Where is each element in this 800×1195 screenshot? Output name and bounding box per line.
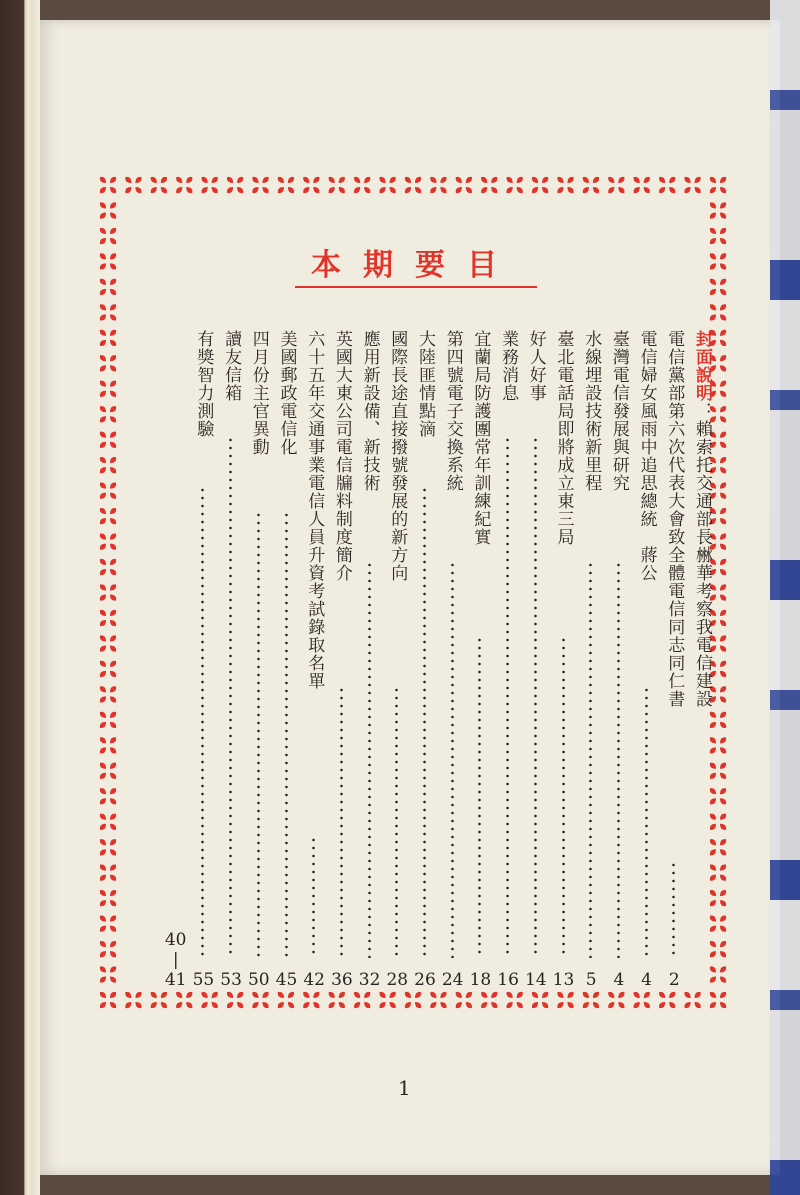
toc-entry[interactable] <box>552 330 576 990</box>
border-motif <box>100 355 116 371</box>
table-of-contents <box>145 330 712 990</box>
border-motif <box>278 992 294 1008</box>
border-motif <box>379 992 395 1008</box>
border-motif <box>100 686 116 702</box>
border-motif <box>710 202 726 218</box>
toc-entry-text: 國際長途直接撥號發展的新方向 <box>387 330 408 582</box>
border-motif <box>100 279 116 295</box>
toc-page-number: 2 <box>668 970 680 990</box>
border-motif <box>100 788 116 804</box>
border-motif <box>507 177 523 193</box>
border-motif <box>252 177 268 193</box>
toc-entry-text: ：賴索托交通部長㴇華考察我電信建設 <box>692 402 712 708</box>
border-motif <box>100 635 116 651</box>
border-motif <box>100 941 116 957</box>
border-motif <box>481 177 497 193</box>
toc-leader-dots <box>229 436 232 958</box>
toc-entry-title <box>690 330 714 708</box>
border-motif <box>125 177 141 193</box>
toc-page-number: 14 <box>524 970 547 990</box>
border-motif <box>430 992 446 1008</box>
toc-leader-dots <box>506 436 509 958</box>
toc-entry[interactable] <box>524 330 548 990</box>
border-motif <box>684 992 700 1008</box>
toc-leader-dots <box>534 436 537 958</box>
toc-page-number: 55 <box>192 970 215 990</box>
toc-entry-title <box>579 330 603 492</box>
toc-entry-text: 電信黨部第六次代表大會致全體電信同志同仁書 <box>664 330 685 708</box>
border-motif <box>710 992 726 1008</box>
toc-leader-dots <box>312 836 315 958</box>
adjacent-page-strip <box>770 0 800 1195</box>
border-motif <box>100 712 116 728</box>
border-motif <box>710 279 726 295</box>
border-motif <box>100 915 116 931</box>
border-motif <box>100 814 116 830</box>
border-motif <box>659 177 675 193</box>
border-motif <box>456 992 472 1008</box>
toc-entry-title <box>524 330 548 402</box>
border-motif <box>100 228 116 244</box>
toc-entry[interactable] <box>635 330 659 990</box>
toc-entry[interactable] <box>441 330 465 990</box>
border-motif <box>583 177 599 193</box>
toc-entry-text: 第四號電子交換系統 <box>442 330 463 492</box>
border-motif <box>710 253 726 269</box>
border-motif <box>100 508 116 524</box>
toc-leader-dots <box>201 486 204 958</box>
toc-leader-dots <box>395 686 398 958</box>
toc-page-number: 45 <box>275 970 298 990</box>
border-motif <box>532 177 548 193</box>
border-motif <box>100 584 116 600</box>
border-motif <box>481 992 497 1008</box>
border-motif <box>176 992 192 1008</box>
toc-page-range <box>158 930 194 990</box>
toc-leader-dots <box>589 561 592 958</box>
toc-entry-title <box>302 330 326 690</box>
toc-entry-title <box>219 330 243 402</box>
border-motif <box>329 992 345 1008</box>
border-motif <box>354 992 370 1008</box>
border-motif <box>608 177 624 193</box>
toc-entry-title <box>330 330 354 582</box>
toc-leader-dots <box>340 686 343 958</box>
toc-entry-title <box>496 330 520 402</box>
border-motif <box>583 992 599 1008</box>
border-motif <box>202 992 218 1008</box>
border-motif <box>100 533 116 549</box>
border-motif <box>100 304 116 320</box>
toc-leader-dots <box>451 561 454 958</box>
toc-page-number: 16 <box>497 970 519 990</box>
toc-page-number: 13 <box>552 970 575 990</box>
toc-entry-text: 臺灣電信發展與研究 <box>608 330 629 492</box>
toc-entry-title <box>441 330 465 492</box>
page-number: 1 <box>398 1076 411 1100</box>
toc-entry[interactable] <box>579 330 603 990</box>
border-motif <box>125 992 141 1008</box>
border-motif <box>557 992 573 1008</box>
border-motif <box>176 177 192 193</box>
border-motif <box>100 253 116 269</box>
toc-page-number: 40 <box>164 930 187 950</box>
toc-leader-dots <box>478 636 481 958</box>
toc-leader-dots <box>617 561 620 958</box>
toc-entry[interactable] <box>385 330 409 990</box>
border-motif <box>379 177 395 193</box>
toc-page-number: 4 <box>641 970 652 990</box>
border-motif <box>100 661 116 677</box>
toc-entry-text: 業務消息 <box>498 330 519 402</box>
border-motif <box>100 610 116 626</box>
border-motif <box>303 177 319 193</box>
toc-entry-text: 讀友信箱 <box>221 330 242 402</box>
toc-entry-title <box>662 330 686 708</box>
border-motif <box>202 177 218 193</box>
border-motif <box>354 177 370 193</box>
border-motif <box>100 381 116 397</box>
toc-leader-dots <box>257 511 260 958</box>
border-motif <box>100 966 116 982</box>
toc-entry-title <box>191 330 215 438</box>
toc-page-number: 50 <box>247 970 270 990</box>
border-motif <box>532 992 548 1008</box>
border-motif <box>100 177 116 193</box>
toc-leader-dots <box>285 511 288 958</box>
toc-entry-title <box>552 330 576 546</box>
toc-leader-dots <box>562 636 565 958</box>
toc-entry-text: 大陸匪情點滴 <box>415 330 435 438</box>
border-motif <box>100 483 116 499</box>
border-motif <box>151 992 167 1008</box>
toc-entry[interactable] <box>164 330 188 990</box>
border-motif <box>329 177 345 193</box>
toc-entry-text: 應用新設備、新技術 <box>359 330 380 492</box>
toc-entry-text: 六十五年交通事業電信人員升資考試錄取名單 <box>304 330 325 690</box>
border-motif <box>151 177 167 193</box>
toc-entry[interactable] <box>413 330 437 990</box>
toc-entry[interactable] <box>219 330 243 990</box>
toc-page-number: 5 <box>585 970 597 990</box>
border-motif <box>608 992 624 1008</box>
toc-entry-text: 好人好事 <box>525 330 546 402</box>
page-title: 本期要目 <box>311 248 519 283</box>
border-motif <box>100 839 116 855</box>
border-motif <box>634 177 650 193</box>
toc-page-number: 28 <box>386 970 409 990</box>
toc-page-number: 41 <box>164 970 187 990</box>
toc-page-number: 18 <box>469 970 492 990</box>
toc-page-number: | <box>172 950 179 970</box>
border-motif <box>303 992 319 1008</box>
toc-entry[interactable] <box>496 330 520 990</box>
border-motif <box>100 763 116 779</box>
toc-entry-text: 英國大東公司電信牖料制度簡介 <box>331 330 352 582</box>
toc-entry-text: 四月份主官異動 <box>248 330 269 456</box>
toc-entry-title <box>358 330 382 492</box>
toc-entry-title <box>413 330 437 438</box>
toc-entry-title <box>635 330 659 582</box>
toc-entry-text: 美國郵政電信化 <box>276 330 297 456</box>
toc-page-number: 24 <box>441 970 464 990</box>
border-motif <box>557 177 573 193</box>
toc-entry[interactable] <box>358 330 382 990</box>
border-motif <box>100 457 116 473</box>
border-motif <box>634 992 650 1008</box>
border-motif <box>100 330 116 346</box>
toc-entry-text: 臺北電話局即將成立東三局 <box>553 330 574 546</box>
border-motif <box>227 992 243 1008</box>
toc-entry[interactable] <box>607 330 631 990</box>
border-motif <box>100 865 116 881</box>
border-motif <box>710 228 726 244</box>
border-motif <box>710 177 726 193</box>
toc-entry[interactable] <box>690 330 714 990</box>
border-motif <box>100 432 116 448</box>
toc-entry[interactable] <box>662 330 686 990</box>
toc-page-number: 26 <box>414 970 436 990</box>
border-motif <box>507 992 523 1008</box>
border-motif <box>100 737 116 753</box>
border-motif <box>100 406 116 422</box>
toc-entry[interactable] <box>247 330 271 990</box>
toc-entry-text: 宜蘭局防護團常年訓練紀實 <box>470 330 491 546</box>
border-motif <box>252 992 268 1008</box>
toc-entry-title <box>385 330 409 582</box>
border-motif <box>278 177 294 193</box>
toc-entry-title <box>247 330 271 456</box>
border-motif <box>100 202 116 218</box>
toc-entry[interactable] <box>468 330 492 990</box>
toc-entry[interactable] <box>302 330 326 990</box>
book-edge <box>0 0 40 1195</box>
toc-entry[interactable] <box>330 330 354 990</box>
border-motif <box>100 992 116 1008</box>
toc-entry-text: 水線埋設技術新里程 <box>581 330 602 492</box>
border-motif <box>684 177 700 193</box>
border-motif <box>710 304 726 320</box>
border-motif <box>227 177 243 193</box>
border-motif <box>456 177 472 193</box>
toc-entry-title <box>468 330 492 546</box>
border-motif <box>430 177 446 193</box>
toc-entry-label: 封面說明 <box>692 330 712 402</box>
toc-leader-dots <box>368 561 371 958</box>
toc-leader-dots <box>423 486 426 958</box>
border-motif <box>405 177 421 193</box>
toc-entry-title <box>275 330 299 456</box>
toc-page-number: 36 <box>331 970 353 990</box>
toc-entry-text: 有獎智力測驗 <box>193 330 214 438</box>
toc-page-number: 4 <box>613 970 625 990</box>
toc-entry[interactable] <box>275 330 299 990</box>
toc-page-number: 53 <box>220 970 242 990</box>
toc-entry-title <box>607 330 631 492</box>
toc-page-number: 32 <box>358 970 381 990</box>
border-motif <box>659 992 675 1008</box>
border-motif <box>100 890 116 906</box>
border-motif <box>100 559 116 575</box>
toc-entry-text: 電信婦女風雨中追思總統 蔣公 <box>636 330 657 582</box>
border-motif <box>405 992 421 1008</box>
toc-leader-dots <box>645 686 648 958</box>
toc-page-number: 42 <box>303 970 325 990</box>
toc-entry[interactable] <box>191 330 215 990</box>
toc-leader-dots <box>672 861 675 958</box>
title-underline <box>295 286 537 288</box>
